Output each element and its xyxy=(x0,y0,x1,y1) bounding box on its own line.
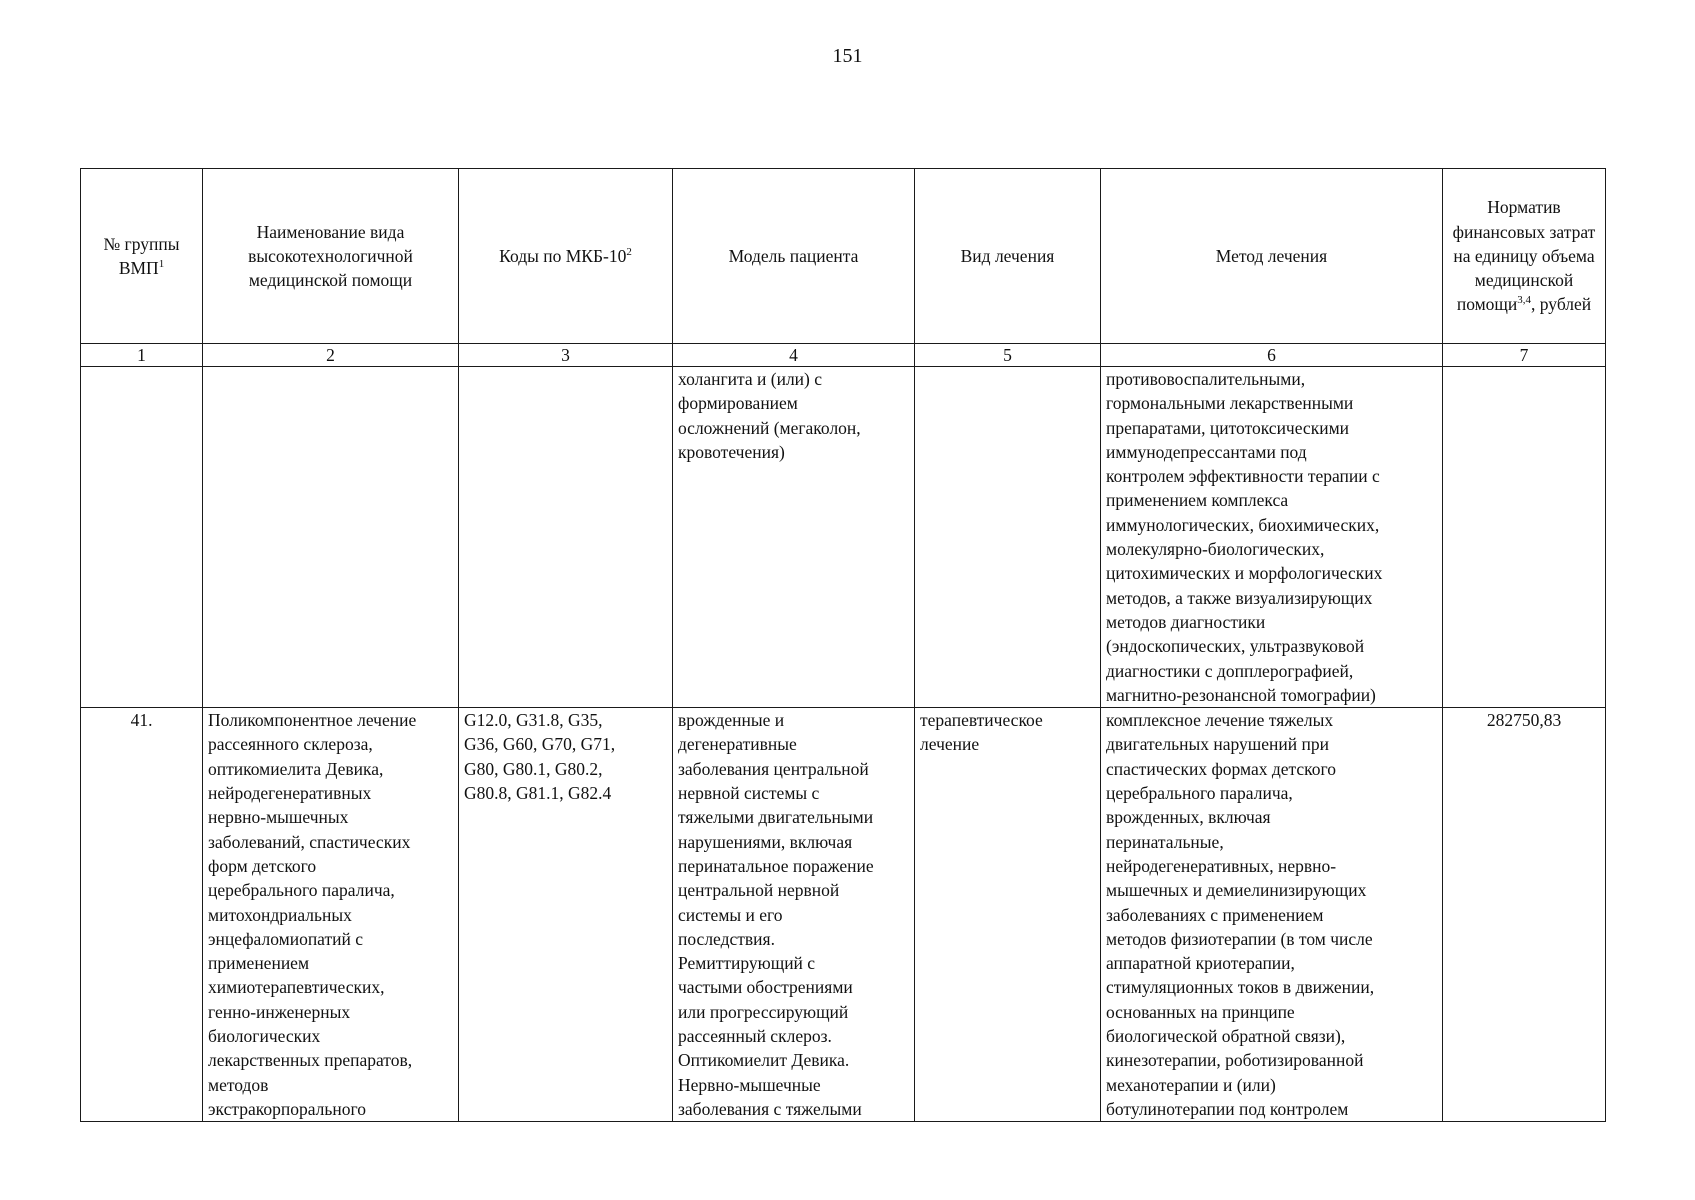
medical-care-table xyxy=(80,168,1606,1122)
cell-name: Поликомпонентное лечение рассеянного склероза, оптикомиелита Девика, нейродегенеративных нервно-мышечных заболеваний, спастических форм детского церебрального паралича, митохондриальных энцефаломиопатий с применением химиотерапевтических, генно-инженерных биологических лекарственных препаратов, методов экстракорпорального xyxy=(203,708,459,1122)
column-number: 2 xyxy=(203,344,459,367)
column-number: 6 xyxy=(1101,344,1443,367)
column-number: 5 xyxy=(915,344,1101,367)
cell-patient-model: холангита и (или) с формированием осложнений (мегаколон, кровотечения) xyxy=(673,367,915,708)
cell-codes xyxy=(459,367,673,708)
header-care-type-name: Наименование вида высокотехнологичной медицинской помощи xyxy=(203,169,459,344)
column-number: 3 xyxy=(459,344,673,367)
header-row xyxy=(81,169,1606,344)
cell-cost: 282750,83 xyxy=(1443,708,1606,1122)
column-number: 1 xyxy=(81,344,203,367)
cell-method: комплексное лечение тяжелых двигательных нарушений при спастических формах детского церебрального паралича, врожденных, включая перинатальные, нейродегенеративных, нервно- мышечных и демиелинизирующих заболеваниях с применением методов физиотерапии (в том числе аппаратной криотерапии, стимуляционных токов в движении, основанных на принципе биологической обратной связи), кинезотерапии, роботизированной механотерапии и (или) ботулинотерапии под контролем xyxy=(1101,708,1443,1122)
header-patient-model: Модель пациента xyxy=(673,169,915,344)
cell-treatment-type: терапевтическое лечение xyxy=(915,708,1101,1122)
column-number: 7 xyxy=(1443,344,1606,367)
header-group-number: № группы ВМП$^1$ xyxy=(81,169,203,344)
cell-treatment-type xyxy=(915,367,1101,708)
column-number: 4 xyxy=(673,344,915,367)
cell-group xyxy=(81,367,203,708)
header-cost-norm: Норматив финансовых затрат на единицу объема медицинской помощи$^{3,4}$, рублей xyxy=(1443,169,1606,344)
header-treatment-method: Метод лечения xyxy=(1101,169,1443,344)
page-number: 151 xyxy=(832,45,863,67)
table-row xyxy=(81,708,1606,1122)
cell-codes: G12.0, G31.8, G35, G36, G60, G70, G71, G80, G80.1, G80.2, G80.8, G81.1, G82.4 xyxy=(459,708,673,1122)
cell-name xyxy=(203,367,459,708)
header-treatment-type: Вид лечения xyxy=(915,169,1101,344)
cell-group: 41. xyxy=(81,708,203,1122)
cell-method: противовоспалительными, гормональными лекарственными препаратами, цитотоксическими иммунодепрессантами под контролем эффективности терапии с применением комплекса иммунологических, биохимических, молекулярно-биологических, цитохимических и морфологических методов, а также визуализирующих методов диагностики (эндоскопических, ультразвуковой диагностики с допплерографией, магнитно-резонансной томографии) xyxy=(1101,367,1443,708)
cell-cost xyxy=(1443,367,1606,708)
header-icd-codes: Коды по МКБ-$10^2$ xyxy=(459,169,673,344)
table-row xyxy=(81,367,1606,708)
cell-patient-model: врожденные и дегенеративные заболевания центральной нервной системы с тяжелыми двигательными нарушениями, включая перинатальное поражение центральной нервной системы и его последствия. Ремиттирующий с частыми обострениями или прогрессирующий рассеянный склероз. Оптикомиелит Девика. Нервно-мышечные заболевания с тяжелыми xyxy=(673,708,915,1122)
column-number-row xyxy=(81,344,1606,367)
